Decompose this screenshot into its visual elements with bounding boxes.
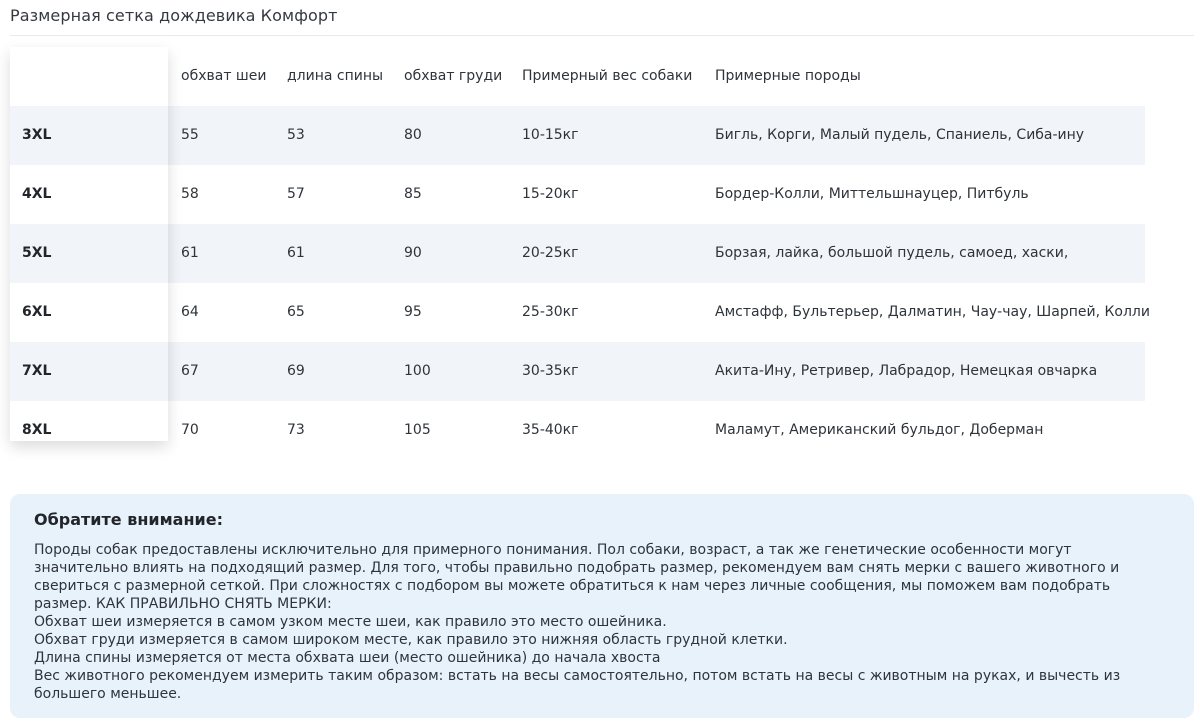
size-label: 3XL: [22, 127, 52, 143]
table-header-row: [10, 47, 1145, 106]
cell-weight: 20-25кг: [522, 245, 579, 261]
cell-chest: 95: [404, 304, 422, 320]
cell-breeds: Амстафф, Бультерьер, Далматин, Чау-чау, Шарпей, Колли: [715, 304, 1150, 320]
notice-title: Обратите внимание:: [34, 510, 223, 529]
cell-breeds: Бордер-Колли, Миттельшнауцер, Питбуль: [715, 186, 1029, 202]
cell-weight: 30-35кг: [522, 363, 579, 379]
cell-breeds: Маламут, Американский бульдог, Доберман: [715, 422, 1044, 438]
header-breeds: Примерные породы: [715, 68, 861, 84]
cell-neck: 70: [181, 422, 199, 438]
cell-breeds: Борзая, лайка, большой пудель, самоед, хаски,: [715, 245, 1069, 261]
cell-weight: 35-40кг: [522, 422, 579, 438]
cell-back: 73: [287, 422, 305, 438]
cell-neck: 55: [181, 127, 199, 143]
cell-neck: 61: [181, 245, 199, 261]
table-row: [10, 342, 1145, 401]
cell-weight: 10-15кг: [522, 127, 579, 143]
cell-neck: 67: [181, 363, 199, 379]
size-label: 7XL: [22, 363, 52, 379]
page-title: Размерная сетка дождевика Комфорт: [10, 6, 338, 25]
cell-chest: 100: [404, 363, 431, 379]
cell-weight: 15-20кг: [522, 186, 579, 202]
table-row: [10, 165, 1145, 224]
table-row: [10, 401, 1145, 460]
notice-text: Породы собак предоставлены исключительно для примерного понимания. Пол собаки, возраст, а так же генетические особенности могут значительно влиять на подходящий размер. Для того, чтобы правильно подобрать размер, рекомендуем вам снять мерки с вашего животного и свериться с размерной сеткой. При сложностях с подбором вы можете обратиться к нам через личные сообщения, мы поможем вам подобрать размер. КАК ПРАВИЛЬНО СНЯТЬ МЕРКИ: Обхват шеи измеряется в самом узком месте шеи, как правило это место ошейника. Обхват груди измеряется в самом широком месте, как правило это нижняя область грудной клетки. Длина спины измеряется от места обхвата шеи (место ошейника) до начала хвоста Вес животного рекомендуем измерить таким образом: встать на весы самостоятельно, потом встать на весы с животным на руках, и вычесть из большего меньшее.: [34, 542, 1121, 702]
table-row: [10, 224, 1145, 283]
cell-back: 69: [287, 363, 305, 379]
header-weight: Примерный вес собаки: [522, 68, 693, 84]
size-label: 5XL: [22, 245, 52, 261]
cell-back: 61: [287, 245, 305, 261]
cell-chest: 90: [404, 245, 422, 261]
table-row: [10, 283, 1150, 342]
size-label: 4XL: [22, 186, 52, 202]
cell-chest: 85: [404, 186, 422, 202]
cell-breeds: Акита-Ину, Ретривер, Лабрадор, Немецкая овчарка: [715, 363, 1098, 379]
header-chest: обхват груди: [404, 68, 503, 84]
title-divider: [10, 35, 1194, 36]
cell-chest: 105: [404, 422, 431, 438]
cell-back: 57: [287, 186, 305, 202]
cell-back: 53: [287, 127, 305, 143]
cell-weight: 25-30кг: [522, 304, 579, 320]
size-label: 6XL: [22, 304, 52, 320]
header-back: длина спины: [287, 68, 384, 84]
size-column: [10, 47, 168, 441]
size-label: 8XL: [22, 422, 52, 438]
cell-neck: 64: [181, 304, 199, 320]
cell-breeds: Бигль, Корги, Малый пудель, Спаниель, Сиба-ину: [715, 127, 1085, 143]
cell-neck: 58: [181, 186, 199, 202]
cell-back: 65: [287, 304, 305, 320]
header-neck: обхват шеи: [181, 68, 267, 84]
size-table[interactable]: [10, 47, 1200, 461]
table-row: [10, 106, 1145, 165]
cell-chest: 80: [404, 127, 422, 143]
notice-box: [10, 494, 1194, 718]
